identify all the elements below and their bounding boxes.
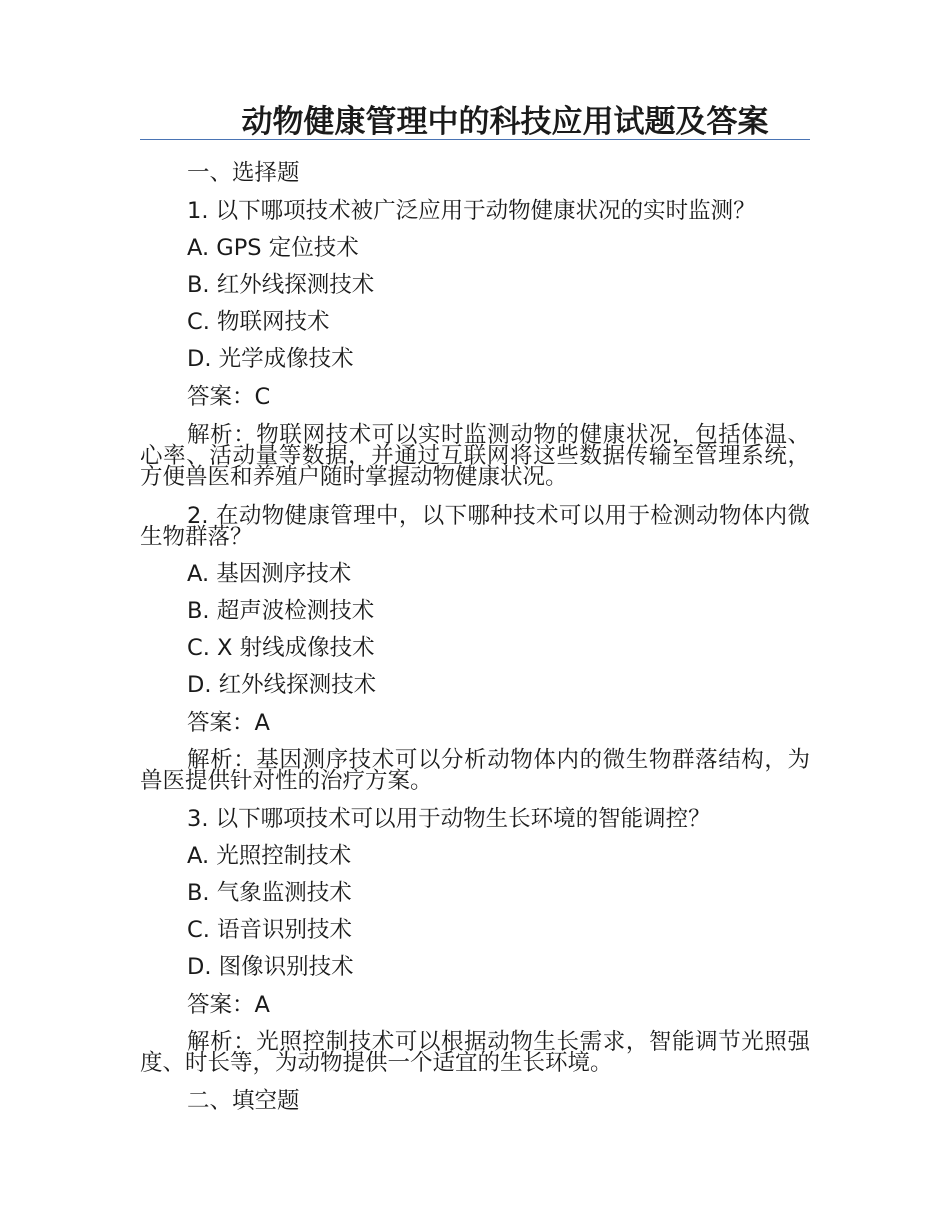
- question-2: 2. 在动物健康管理中，以下哪种技术可以用于检测动物体内微生物群落？: [140, 503, 810, 550]
- q2-answer: 答案：A: [187, 710, 270, 736]
- q3-analysis: 解析：光照控制技术可以根据动物生长需求，智能调节光照强度、时长等，为动物提供一个适宜的生长环境。: [140, 1029, 810, 1076]
- document-title: 动物健康管理中的科技应用试题及答案: [241, 104, 769, 140]
- question-1: 1. 以下哪项技术被广泛应用于动物健康状况的实时监测？: [187, 198, 756, 224]
- question-3: 3. 以下哪项技术可以用于动物生长环境的智能调控？: [187, 806, 711, 832]
- q1-analysis: 解析：物联网技术可以实时监测动物的健康状况，包括体温、心率、活动量等数据，并通过互联网将这些数据传输至管理系统，方便兽医和养殖户随时掌握动物健康状况。: [140, 422, 810, 490]
- q3-option-b: B. 气象监测技术: [187, 880, 352, 906]
- q2-option-d: D. 红外线探测技术: [187, 672, 377, 698]
- title-underline: [140, 139, 810, 140]
- q3-option-d: D. 图像识别技术: [187, 954, 354, 980]
- q1-option-c: C. 物联网技术: [187, 309, 330, 335]
- q1-option-b: B. 红外线探测技术: [187, 272, 375, 298]
- section-heading: 一、选择题: [187, 160, 300, 186]
- q2-option-b: B. 超声波检测技术: [187, 598, 375, 624]
- q2-option-a: A. 基因测序技术: [187, 561, 352, 587]
- q3-answer: 答案：A: [187, 992, 270, 1018]
- q3-option-c: C. 语音识别技术: [187, 917, 353, 943]
- q2-option-c: C. X 射线成像技术: [187, 635, 375, 661]
- section-heading: 二、填空题: [187, 1088, 300, 1114]
- q2-analysis: 解析：基因测序技术可以分析动物体内的微生物群落结构，为兽医提供针对性的治疗方案。: [140, 747, 810, 794]
- q1-option-a: A. GPS 定位技术: [187, 235, 359, 261]
- q1-option-d: D. 光学成像技术: [187, 346, 354, 372]
- q3-option-a: A. 光照控制技术: [187, 843, 352, 869]
- q1-answer: 答案：C: [187, 384, 271, 410]
